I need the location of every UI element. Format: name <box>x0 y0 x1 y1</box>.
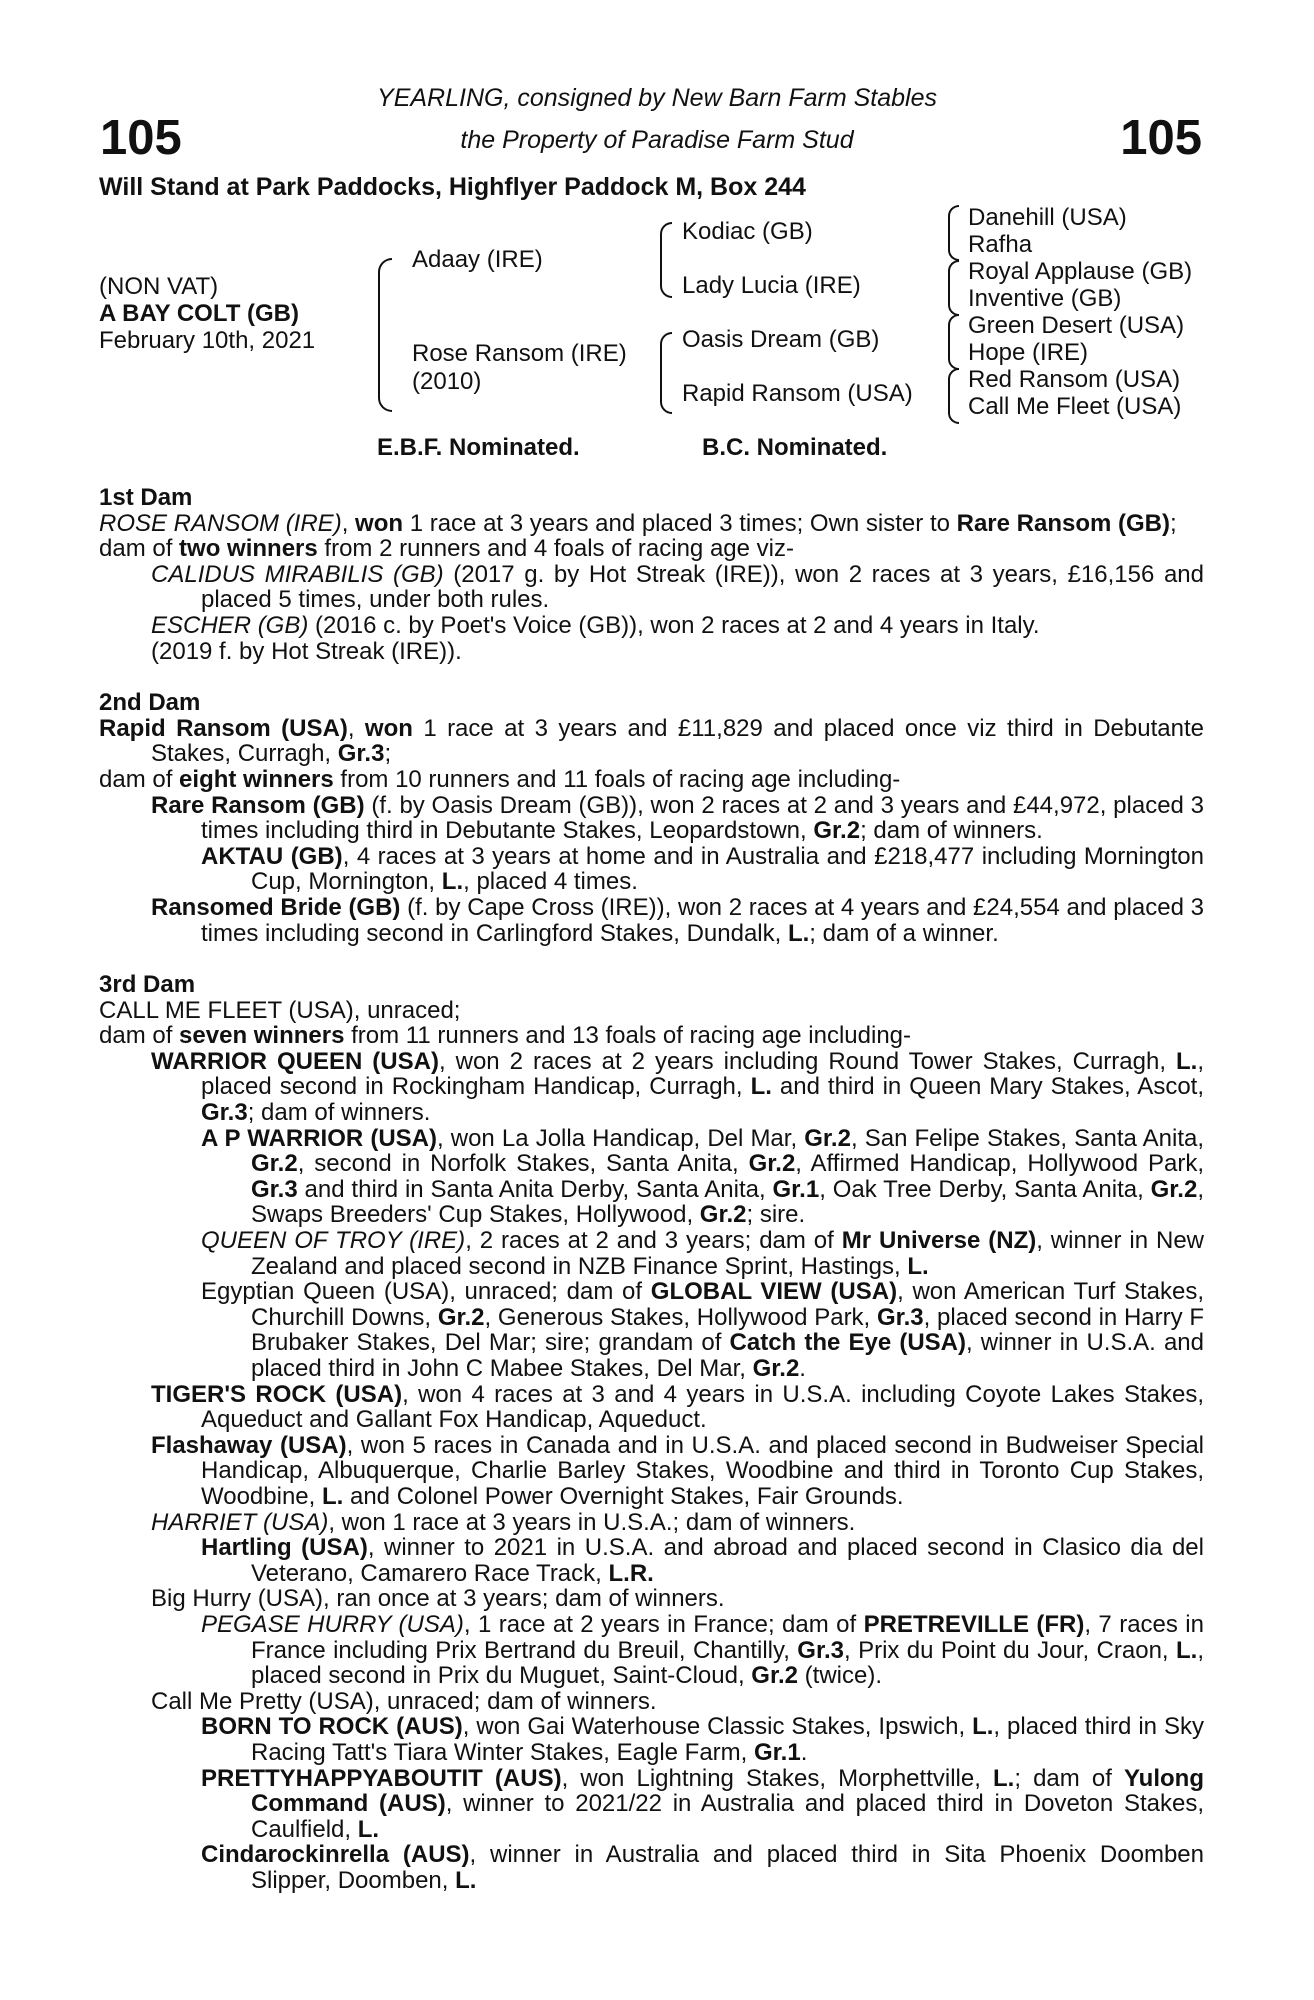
pedigree-entry: dam of two winners from 2 runners and 4 foals of racing age viz- <box>99 535 794 563</box>
pedigree-brace-g3 <box>948 314 959 370</box>
pedigree-entry: Rapid Ransom (USA), won 1 race at 3 years and £11,829 and placed once viz third in Debutante Stakes, Curragh, Gr.3; <box>99 714 1204 768</box>
lot-number-right: 105 <box>1120 111 1202 165</box>
sire-dam: Lady Lucia (IRE) <box>682 272 861 299</box>
lot-number-left: 105 <box>100 111 182 165</box>
pedigree-entry: TIGER'S ROCK (USA), won 4 races at 3 and 4 years in U.S.A. including Coyote Lakes Stakes, Aqueduct and Gallant Fox Handicap, Aqueduct. <box>151 1380 1204 1434</box>
dam-sire: Oasis Dream (GB) <box>682 326 880 353</box>
pedigree-entry: dam of eight winners from 10 runners and 11 foals of racing age including- <box>99 765 901 793</box>
dam: Rose Ransom (IRE) <box>412 340 627 367</box>
pedigree-brace-g1 <box>948 205 959 261</box>
pedigree-entry: Egyptian Queen (USA), unraced; dam of GLOBAL VIEW (USA), won American Turf Stakes, Churchill Downs, Gr.2, Generous Stakes, Hollywood Park, Gr.3, placed second in Harry F Brubaker Stakes, Del Mar; sire; grandam of Catch the Eye (USA), winner in U.S.A. and placed third in John C Mabee Stakes, Del Mar, Gr.2. <box>201 1278 1205 1382</box>
pedigree-entry: Rare Ransom (GB) (f. by Oasis Dream (GB)), won 2 races at 2 and 3 years and £44,972, placed 3 times including third in Debutante Stakes, Leopardstown, Gr.2; dam of winners. <box>151 791 1205 845</box>
pedigree-entry: Big Hurry (USA), ran once at 3 years; dam of winners. <box>151 1585 725 1613</box>
gg-6: Hope (IRE) <box>968 339 1089 366</box>
pedigree-entry: CALIDUS MIRABILIS (GB) (2017 g. by Hot Streak (IRE)), won 2 races at 3 years, £16,156 and placed 5 times, under both rules. <box>151 560 1204 614</box>
pedigree-entry: AKTAU (GB), 4 races at 3 years at home and in Australia and £218,477 including Mornington Cup, Mornington, L., placed 4 times. <box>201 842 1204 896</box>
stand-location: Will Stand at Park Paddocks, Highflyer Paddock M, Box 244 <box>99 173 806 201</box>
pedigree-entry: A P WARRIOR (USA), won La Jolla Handicap, Del Mar, Gr.2, San Felipe Stakes, Santa Anita, Gr.2, second in Norfolk Stakes, Santa Anita, Gr.2, Affirmed Handicap, Hollywood Park, Gr.3 and third in Santa Anita Derby, Santa Anita, Gr.1, Oak Tree Derby, Santa Anita, Gr.2, Swaps Breeders' Cup Stakes, Hollywood, Gr.2; sire. <box>201 1124 1205 1229</box>
pedigree-entry: Ransomed Bride (GB) (f. by Cape Cross (IRE)), won 2 races at 4 years and £24,554 and placed 3 times including second in Carlingford Stakes, Dundalk, L.; dam of a winner. <box>151 893 1204 947</box>
horse-name: A BAY COLT (GB) <box>99 300 300 327</box>
pedigree-entry: dam of seven winners from 11 runners and 13 foals of racing age including- <box>99 1022 912 1050</box>
gg-2: Rafha <box>968 231 1033 258</box>
gg-7: Red Ransom (USA) <box>968 366 1181 393</box>
ebf-nomination: E.B.F. Nominated. <box>377 434 580 461</box>
pedigree-entry: ROSE RANSOM (IRE), won 1 race at 3 years and placed 3 times; Own sister to Rare Ransom (GB); <box>99 509 1177 537</box>
pedigree-entry: Cindarockinrella (AUS), winner in Australia and placed third in Sita Phoenix Doomben Slipper, Doomben, L. <box>201 1841 1204 1894</box>
gg-5: Green Desert (USA) <box>968 312 1185 339</box>
pedigree-entry: WARRIOR QUEEN (USA), won 2 races at 2 years including Round Tower Stakes, Curragh, L., placed second in Rockingham Handicap, Curragh, L. and third in Queen Mary Stakes, Ascot, Gr.3; dam of winners. <box>151 1047 1205 1127</box>
pedigree-brace-sire <box>660 222 672 298</box>
bc-nomination: B.C. Nominated. <box>702 434 888 461</box>
gg-4: Inventive (GB) <box>968 285 1122 312</box>
gg-3: Royal Applause (GB) <box>968 258 1193 285</box>
section-heading: 2nd Dam <box>99 689 201 717</box>
pedigree-brace-g2 <box>948 260 959 316</box>
pedigree-entry: ESCHER (GB) (2016 c. by Poet's Voice (GB)), won 2 races at 2 and 4 years in Italy. <box>151 611 1040 639</box>
header-line-1: YEARLING, consigned by New Barn Farm Stables <box>377 84 937 112</box>
section-gap <box>99 946 1204 972</box>
gg-1: Danehill (USA) <box>968 204 1127 231</box>
vat-status: (NON VAT) <box>99 273 219 300</box>
header-line-2: the Property of Paradise Farm Stud <box>460 126 854 154</box>
section-heading: 1st Dam <box>99 484 193 511</box>
pedigree-entry: Flashaway (USA), won 5 races in Canada and in U.S.A. and placed second in Budweiser Special Handicap, Albuquerque, Charlie Barley Stakes, Woodbine and third in Toronto Cup Stakes, Woodbine, L. and Colonel Power Overnight Stakes, Fair Grounds. <box>151 1431 1205 1510</box>
pedigree-entry: HARRIET (USA), won 1 race at 3 years in U.S.A.; dam of winners. <box>151 1508 856 1536</box>
pedigree-entry: Hartling (USA), winner to 2021 in U.S.A. and abroad and placed second in Clasico dia del Veterano, Camarero Race Track, L.R. <box>201 1534 1204 1587</box>
dam-dam: Rapid Ransom (USA) <box>682 380 913 407</box>
pedigree-brace-g4 <box>948 368 959 424</box>
section-heading: 3rd Dam <box>99 971 196 999</box>
pedigree-brace-main <box>378 258 392 412</box>
pedigree-brace-dam <box>660 332 672 414</box>
sire: Adaay (IRE) <box>412 246 543 273</box>
catalogue-body <box>99 485 1204 1893</box>
section-gap <box>99 664 1204 690</box>
pedigree-entry: Call Me Pretty (USA), unraced; dam of winners. <box>151 1687 657 1715</box>
pedigree-entry: CALL ME FLEET (USA), unraced; <box>99 996 461 1024</box>
pedigree-entry: QUEEN OF TROY (IRE), 2 races at 2 and 3 years; dam of Mr Universe (NZ), winner in New Zealand and placed second in NZB Finance Sprint, Hastings, L. <box>201 1227 1204 1280</box>
foaling-date: February 10th, 2021 <box>99 327 316 354</box>
pedigree-entry: PRETTYHAPPYABOUTIT (AUS), won Lightning Stakes, Morphettville, L.; dam of Yulong Command (AUS), winner to 2021/22 in Australia and placed third in Doveton Stakes, Caulfield, L. <box>201 1764 1204 1843</box>
pedigree-entry: (2019 f. by Hot Streak (IRE)). <box>151 637 462 665</box>
pedigree-entry: BORN TO ROCK (AUS), won Gai Waterhouse Classic Stakes, Ipswich, L., placed third in Sky Racing Tatt's Tiara Winter Stakes, Eagle Farm, Gr.1. <box>201 1713 1204 1766</box>
dam-year: (2010) <box>412 368 482 395</box>
pedigree-entry: PEGASE HURRY (USA), 1 race at 2 years in France; dam of PRETREVILLE (FR), 7 races in France including Prix Bertrand du Breuil, Chantilly, Gr.3, Prix du Point du Jour, Craon, L., placed second in Prix du Muguet, Saint-Cloud, Gr.2 (twice). <box>201 1610 1204 1690</box>
gg-8: Call Me Fleet (USA) <box>968 393 1182 420</box>
sire-sire: Kodiac (GB) <box>682 218 813 245</box>
